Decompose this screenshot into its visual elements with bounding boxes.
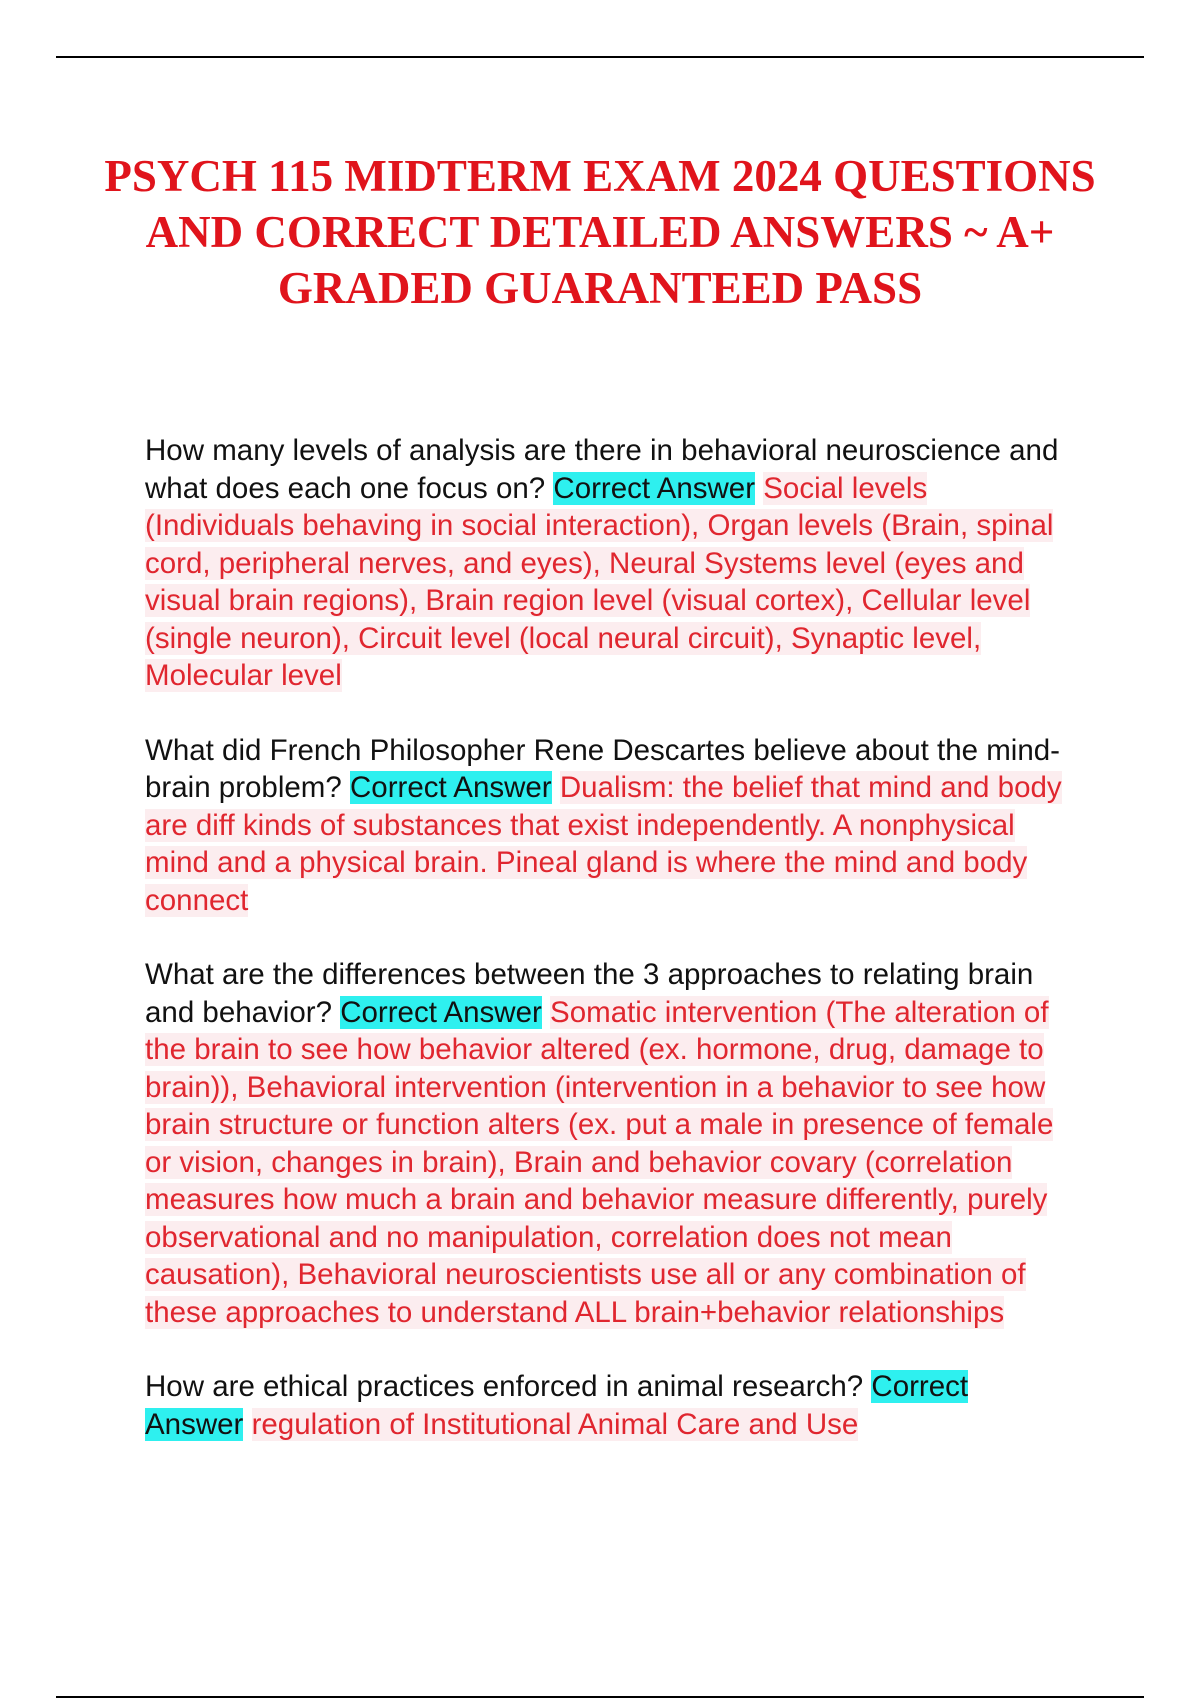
qa-list xyxy=(145,432,1063,1480)
bottom-divider xyxy=(56,1696,1144,1698)
correct-answer-marker: Correct Answer xyxy=(340,995,542,1029)
correct-answer-marker: Correct Answer xyxy=(553,471,756,505)
qa-item xyxy=(145,1368,1063,1443)
question-text: How are ethical practices enforced in animal research? xyxy=(145,1370,864,1403)
answer-text: Dualism: the belief that mind and body are diff kinds of substances that exist independently. A nonphysical mind and a physical brain. Pineal gland is where the mind and body connect xyxy=(145,771,1062,917)
correct-answer-marker: Correct Answer xyxy=(145,1370,969,1441)
answer-text: Social levels (Individuals behaving in social interaction), Organ levels (Brain, spinal cord, peripheral nerves, and eyes), Neural Systems level (eyes and visual brain regions), Brain region level (visual cortex), Cellular level (single neuron), Circuit level (local neural circuit), Synaptic level, Molecular level xyxy=(145,471,1054,692)
qa-item xyxy=(145,732,1063,920)
qa-item xyxy=(145,432,1063,695)
answer-text: Somatic intervention (The alteration of the brain to see how behavior altered (ex. hormone, drug, damage to brain)), Behavioral intervention (intervention in a behavior to see how brain structure or function alters (ex. put a male in presence of female or vision, changes in brain), Brain and behavior covary (correlation measures how much a brain and behavior measure differently, purely observational and no manipulation, correlation does not mean causation), Behavioral neuroscientists use all or any combination of these approaches to understand ALL brain+behavior relationships xyxy=(145,995,1054,1329)
document-title: PSYCH 115 MIDTERM EXAM 2024 QUESTIONS AND CORRECT DETAILED ANSWERS ~ A+ GRADED GUARANTEED PASS xyxy=(104,151,1096,313)
answer-text: regulation of Institutional Animal Care and Use xyxy=(251,1407,859,1441)
question-text: What are the differences between the 3 approaches to relating brain and behavior? xyxy=(145,958,1034,1029)
question-text: How many levels of analysis are there in behavioral neuroscience and what does each one focus on? xyxy=(145,434,1059,505)
qa-item xyxy=(145,956,1063,1331)
top-divider xyxy=(56,56,1144,58)
question-text: What did French Philosopher Rene Descartes believe about the mind-brain problem? xyxy=(145,733,1060,804)
correct-answer-marker: Correct Answer xyxy=(349,771,552,804)
